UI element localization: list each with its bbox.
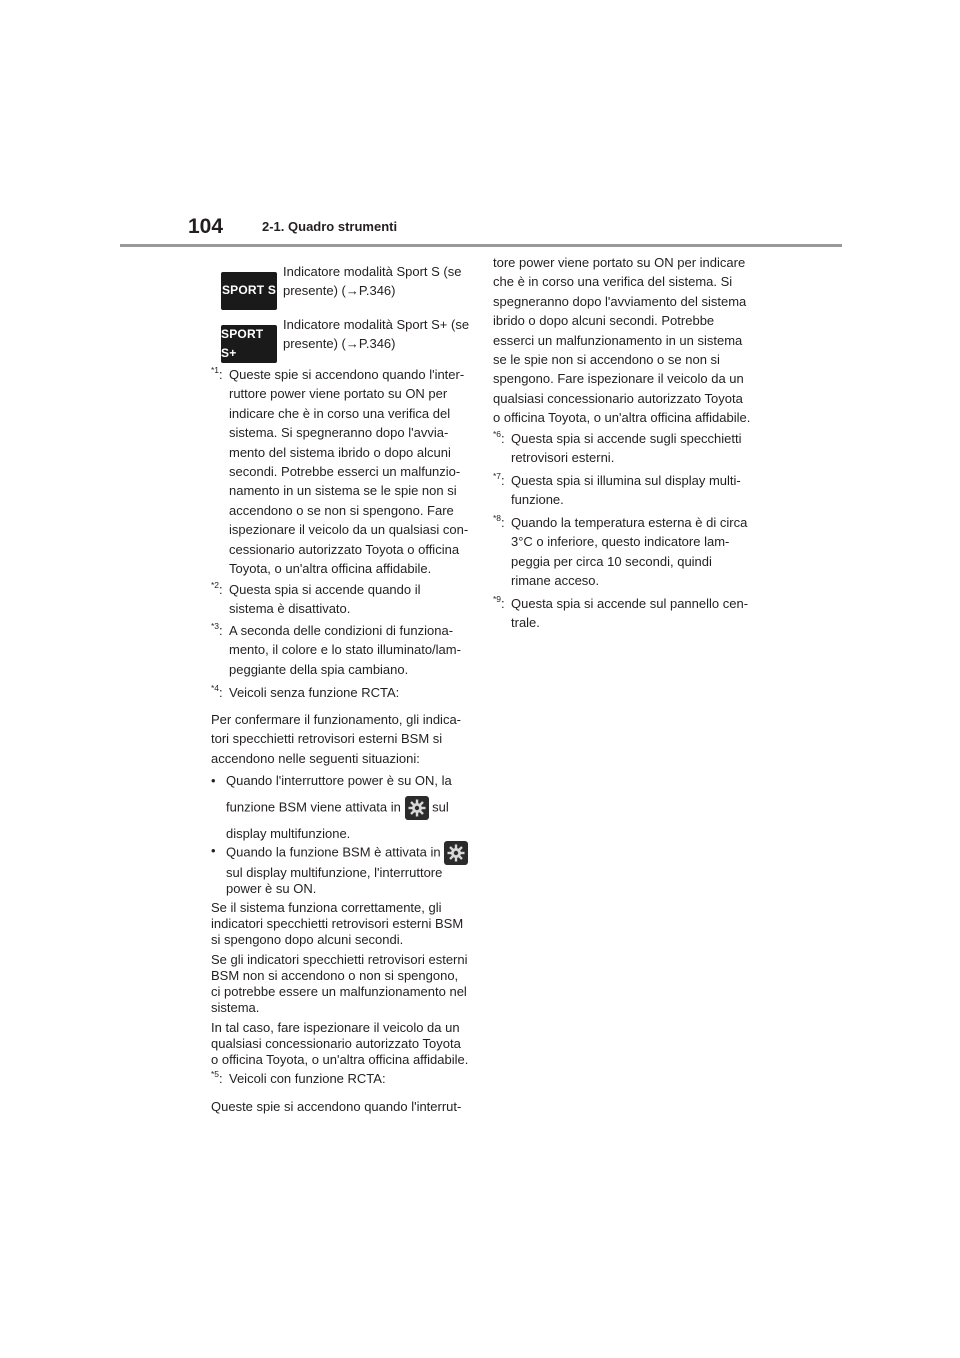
- text-line: sistema. Si spegneranno dopo l'avvia-: [229, 425, 449, 441]
- footnote-3: [211, 621, 473, 679]
- footnote-body: [229, 683, 473, 702]
- text-line: sul display multifunzione, l'interruttore: [226, 865, 443, 880]
- text-line: Questa spia si accende quando il: [229, 582, 421, 597]
- footnote-mark: $^{*8}$:: [493, 513, 505, 530]
- bullet-dot: •: [211, 843, 216, 858]
- paragraph-bsm-inspection: [211, 1020, 473, 1068]
- text-line: indicare che è in corso una verifica del: [229, 405, 451, 421]
- text-line: Veicoli con funzione RCTA:: [229, 1071, 386, 1086]
- text-line: trale.: [511, 615, 540, 631]
- paragraph-bsm-intro: [211, 710, 473, 768]
- footnote-mark: $^{*4}$:: [211, 683, 223, 700]
- footnote-mark: $^{*7}$:: [493, 471, 505, 488]
- paragraph-rcta-continued: [493, 253, 755, 428]
- text-line: Quando la funzione BSM è attivata in: [226, 841, 473, 865]
- paragraph-rcta: [211, 1097, 473, 1116]
- footnote-1: [211, 365, 473, 578]
- footnote-7: [493, 471, 755, 510]
- bullet-body: [226, 841, 473, 897]
- text-line: A seconda delle condizioni di funziona-: [229, 623, 454, 638]
- text-line: Questa spia si accende sul pannello cen-: [511, 596, 749, 611]
- text-line: o officina Toyota, o un'altra officina affidabile.: [493, 410, 751, 426]
- footnote-mark: $^{*1}$:: [211, 365, 223, 382]
- text-line: qualsiasi concessionario autorizzato Toyota: [493, 390, 743, 406]
- text-line: 3°C o inferiore, questo indicatore lam-: [511, 534, 730, 550]
- text-line: spegneranno dopo l'avviamento del sistema: [493, 293, 747, 309]
- bullet-item-1: [211, 771, 473, 844]
- text-line: si spengono dopo alcuni secondi.: [211, 932, 404, 947]
- footnote-body: [229, 365, 473, 578]
- text-line: Questa spia si accende sugli specchietti: [511, 431, 742, 446]
- footnote-mark: $^{*5}$:: [211, 1069, 223, 1086]
- text-line: o officina Toyota, o un'altra officina affidabile.: [211, 1052, 469, 1067]
- footnote-2: [211, 580, 473, 619]
- sport-s-icon: SPORT S: [221, 272, 277, 310]
- text-line: rimane acceso.: [511, 573, 600, 589]
- text-line: Se il sistema funziona correttamente, gli: [211, 900, 442, 915]
- text-line: ruttore power viene portato su ON per: [229, 386, 448, 402]
- footnote-6: [493, 429, 755, 468]
- text-line: indicatori specchietti retrovisori esterni BSM: [211, 916, 464, 931]
- text-line: ci potrebbe essere un malfunzionamento nel: [211, 984, 467, 999]
- footnote-mark: $^{*6}$:: [493, 429, 505, 446]
- bullet-dot: •: [211, 773, 216, 788]
- gear-icon: [444, 841, 468, 865]
- text-line: Per confermare il funzionamento, gli indica-: [211, 712, 462, 727]
- text-line: Quando la temperatura esterna è di circa: [511, 515, 748, 530]
- text-line: BSM non si accendono o non si spengono,: [211, 968, 459, 983]
- text-line: presente) (→P.346): [283, 283, 396, 299]
- indicator-sport-s-plus-text: [283, 315, 473, 354]
- footnote-body: [511, 471, 755, 510]
- bullet-item-2: [211, 841, 473, 897]
- footnote-4: [211, 683, 473, 702]
- footnote-mark: $^{*3}$:: [211, 621, 223, 638]
- text-line: Veicoli senza funzione RCTA:: [229, 685, 400, 700]
- text-line: sistema è disattivato.: [229, 601, 351, 617]
- text-line: esserci un malfunzionamento in un sistema: [493, 332, 743, 348]
- paragraph-bsm-normal: [211, 900, 473, 948]
- footnote-body: [229, 1069, 473, 1088]
- text-line: funzione.: [511, 492, 564, 508]
- text-line: spengono. Fare ispezionare il veicolo da un: [493, 371, 744, 387]
- text-line: tore power viene portato su ON per indicare: [493, 255, 746, 270]
- text-line: accendono o se non si spengono. Fare: [229, 502, 454, 518]
- footnote-body: [229, 621, 473, 679]
- text-line: Se gli indicatori specchietti retrovisori esterni: [211, 952, 468, 967]
- text-line: se le spie non si accendono o se non si: [493, 352, 720, 368]
- text-line: power è su ON.: [226, 881, 317, 896]
- footnote-mark: $^{*9}$:: [493, 594, 505, 611]
- footnote-body: [511, 513, 755, 591]
- text-line: retrovisori esterni.: [511, 450, 615, 466]
- text-line: accendono nelle seguenti situazioni:: [211, 750, 420, 766]
- text-line: cessionario autorizzato Toyota o officina: [229, 541, 460, 557]
- text-line: Toyota, o un'altra officina affidabile.: [229, 561, 432, 577]
- section-title: 2-1. Quadro strumenti: [262, 219, 398, 234]
- text-line: sistema.: [211, 1000, 260, 1015]
- text-line: mento, il colore e lo stato illuminato/lam-: [229, 642, 461, 658]
- header-rule: [120, 244, 842, 247]
- text-line: ispezionare il veicolo da un qualsiasi con-: [229, 522, 469, 538]
- text-line: secondi. Potrebbe esserci un malfunzio-: [229, 464, 461, 480]
- footnote-body: [229, 580, 473, 619]
- indicator-sport-s-text: [283, 262, 473, 301]
- text-line: Queste spie si accendono quando l'inter-: [229, 367, 465, 382]
- text-line: funzione BSM viene attivata in sul: [226, 796, 473, 820]
- paragraph-bsm-malfunction: [211, 952, 473, 1016]
- gear-icon: [405, 796, 429, 820]
- footnote-body: [511, 594, 755, 633]
- text-line: tori specchietti retrovisori esterni BSM si: [211, 731, 443, 747]
- text-line: peggia per circa 10 secondi, quindi: [511, 553, 712, 569]
- footnote-8: [493, 513, 755, 591]
- text-line: mento del sistema ibrido o dopo alcuni: [229, 444, 451, 460]
- footnote-body: [511, 429, 755, 468]
- footnote-9: [493, 594, 755, 633]
- text-line: Indicatore modalità Sport S (se: [283, 264, 462, 279]
- text-line: Questa spia si illumina sul display multi-: [511, 473, 741, 488]
- text-line: Indicatore modalità Sport S+ (se: [283, 317, 470, 332]
- text-line: che è in corso una verifica del sistema. Si: [493, 274, 733, 290]
- bullet-continuation: [226, 865, 473, 897]
- text-line: In tal caso, fare ispezionare il veicolo da un: [211, 1020, 460, 1035]
- text-line: qualsiasi concessionario autorizzato Toyota: [211, 1036, 461, 1051]
- text-line: display multifunzione.: [226, 826, 351, 842]
- text-line: presente) (→P.346): [283, 336, 396, 352]
- text-line: peggiante della spia cambiano.: [229, 661, 409, 677]
- text-line: Queste spie si accendono quando l'interrut-: [211, 1099, 462, 1114]
- bullet-body: [226, 771, 473, 844]
- text-line: namento in un sistema se le spie non si: [229, 483, 457, 499]
- footnote-5: [211, 1069, 473, 1088]
- sport-s-plus-icon: SPORT S+: [221, 325, 277, 363]
- footnote-mark: $^{*2}$:: [211, 580, 223, 597]
- text-line: Quando l'interruttore power è su ON, la: [226, 773, 452, 788]
- page-number: 104: [188, 215, 224, 238]
- text-line: ibrido o dopo alcuni secondi. Potrebbe: [493, 313, 715, 329]
